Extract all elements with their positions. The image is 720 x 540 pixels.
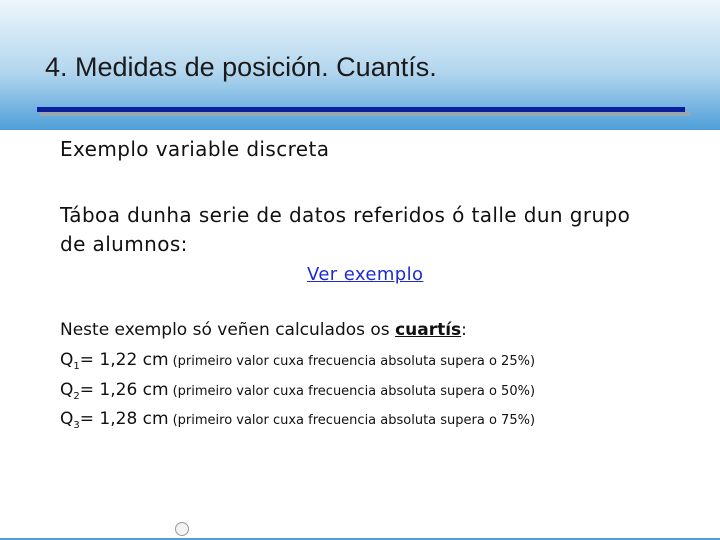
slide-subtitle: Exemplo variable discreta (60, 137, 330, 161)
intro-prefix: Neste exemplo só veñen calculados os (60, 320, 396, 340)
quartile-row-2 (60, 380, 535, 402)
ver-exemplo-link[interactable]: Ver exemplo (307, 264, 424, 285)
quartile-row-1 (60, 350, 535, 372)
quartile-value: = 1,26 cm (79, 380, 169, 400)
title-rule (37, 107, 685, 112)
quartile-index: 2 (73, 391, 80, 403)
quartile-symbol: Q (60, 350, 74, 370)
quartile-row-3 (60, 409, 535, 431)
quartile-note: (primeiro valor cuxa frecuencia absoluta supera o 25%) (172, 354, 536, 369)
quartile-index: 3 (73, 420, 80, 432)
quartile-note: (primeiro valor cuxa frecuencia absoluta supera o 50%) (172, 384, 536, 399)
intro-text (60, 320, 467, 340)
quartile-index: 1 (73, 361, 80, 373)
quartile-symbol: Q (60, 380, 74, 400)
circle-icon (175, 522, 189, 536)
intro-suffix: : (461, 320, 467, 340)
quartile-value: = 1,22 cm (79, 350, 169, 370)
quartile-value: = 1,28 cm (79, 409, 169, 429)
description-line-2: de alumnos: (60, 232, 188, 256)
description-line-1: Táboa dunha serie de datos referidos ó talle dun grupo (60, 203, 631, 227)
slide-title: 4. Medidas de posición. Cuantís. (45, 52, 437, 82)
intro-bold-term: cuartís (395, 320, 462, 340)
quartile-note: (primeiro valor cuxa frecuencia absoluta supera o 75%) (172, 413, 536, 428)
quartile-symbol: Q (60, 409, 74, 429)
